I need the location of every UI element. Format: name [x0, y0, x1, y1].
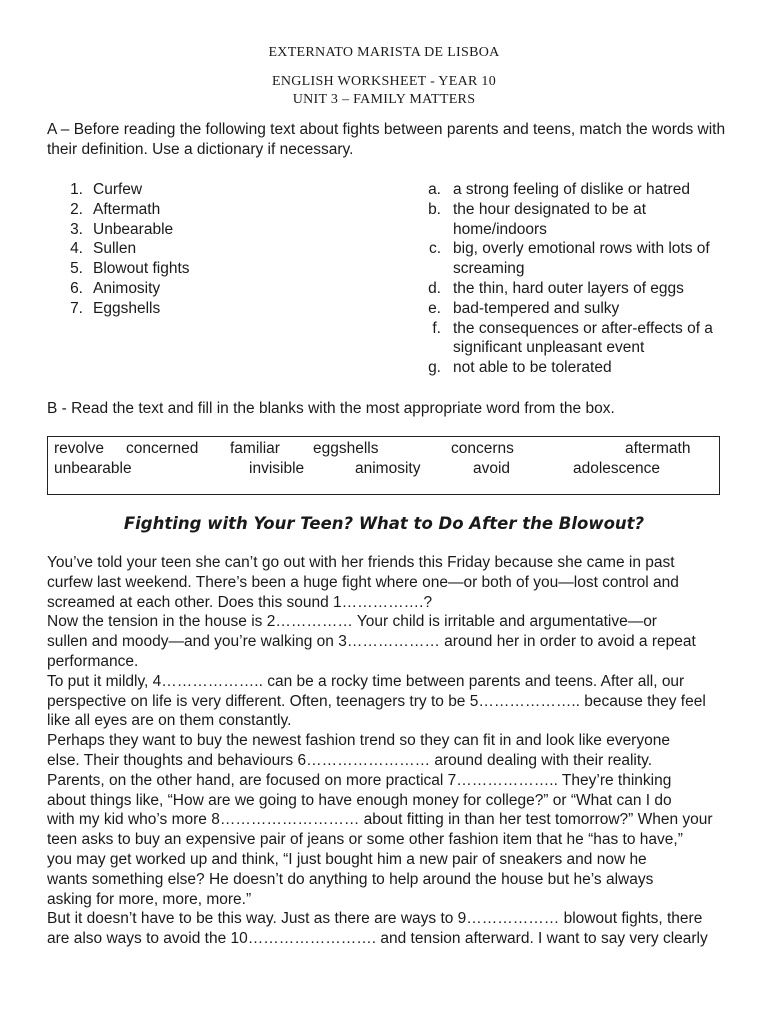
- article-line: with my kid who’s more 8……………………… about fitting in than her test tomorrow?” When your: [47, 811, 713, 829]
- article-line: curfew last weekend. There’s been a huge fight where one—or both of you—lost control and: [47, 573, 679, 591]
- article-line: perspective on life is very different. Often, teenagers try to be 5……………….. because they feel: [47, 692, 706, 710]
- item-number: 5.: [70, 260, 83, 278]
- item-number: 1.: [70, 181, 83, 198]
- list-item: [47, 299, 347, 319]
- article-title: Fighting with Your Teen? What to Do After the Blowout?: [123, 514, 645, 533]
- article-line: like all eyes are on them constantly.: [47, 712, 292, 730]
- article-line: sullen and moody—and you’re walking on 3……………… around her in order to avoid a repeat: [47, 633, 696, 651]
- word-box-item: animosity: [355, 460, 421, 477]
- article-line: Perhaps they want to buy the newest fashion trend so they can fit in and look like everyone: [47, 732, 670, 750]
- list-item: [419, 200, 719, 240]
- word-box-item: unbearable: [54, 460, 132, 477]
- item-letter: c.: [428, 240, 441, 258]
- article-line: screamed at each other. Does this sound 1…………….?: [47, 593, 433, 611]
- word-box-item: concerned: [126, 440, 199, 457]
- item-letter: g.: [428, 359, 441, 377]
- section-b-instruction: B - Read the text and fill in the blanks with the most appropriate word from the box.: [47, 400, 615, 417]
- article-line: teen asks to buy an expensive pair of jeans or some other fashion item that he “has to have,”: [47, 831, 683, 849]
- item-definition: the hour designated to be at home/indoors: [453, 200, 647, 238]
- list-item: [419, 279, 719, 299]
- article-line: asking for more, more, more.”: [47, 890, 252, 908]
- item-letter: d.: [428, 279, 441, 297]
- list-item: [47, 180, 347, 200]
- school-name: EXTERNATO MARISTA DE LISBOA: [268, 45, 500, 60]
- word-box-item: familiar: [230, 440, 280, 457]
- article-line: about things like, “How are we going to have enough money for college?” or “What can I do: [47, 791, 672, 809]
- list-item: [419, 299, 719, 319]
- list-item: [47, 279, 347, 299]
- item-definition: the consequences or after-effects of a significant unpleasant event: [453, 319, 713, 357]
- article-body: [47, 553, 727, 949]
- word-list: [47, 180, 347, 319]
- definition-list: [419, 180, 719, 378]
- article-line: performance.: [47, 652, 139, 670]
- item-definition: not able to be tolerated: [453, 359, 612, 377]
- item-letter: e.: [428, 299, 441, 317]
- item-number: 7.: [70, 299, 83, 317]
- item-word: Eggshells: [93, 299, 161, 317]
- list-item: [47, 200, 347, 220]
- item-word: Sullen: [93, 240, 137, 258]
- list-item: [419, 180, 719, 200]
- article-line: But it doesn’t have to be this way. Just as there are ways to 9……………… blowout fights, there: [47, 910, 703, 928]
- worksheet-title: ENGLISH WORKSHEET - YEAR 10: [271, 74, 497, 89]
- item-number: 6.: [70, 279, 83, 297]
- item-number: 4.: [70, 240, 83, 258]
- item-definition: the thin, hard outer layers of eggs: [453, 279, 684, 297]
- list-item: [419, 358, 719, 378]
- word-box-item: revolve: [54, 440, 104, 457]
- item-word: Animosity: [93, 279, 161, 297]
- article-line: wants something else? He doesn’t do anything to help around the house but he’s always: [47, 870, 654, 888]
- item-word: Blowout fights: [93, 260, 190, 278]
- item-word: Unbearable: [93, 220, 174, 238]
- word-box-item: avoid: [473, 460, 511, 477]
- list-item: [47, 259, 347, 279]
- list-item: [419, 239, 719, 279]
- word-box-item: eggshells: [313, 440, 379, 457]
- item-number: 3.: [70, 220, 83, 238]
- item-letter: a.: [428, 181, 441, 198]
- article-line: you may get worked up and think, “I just bought him a new pair of sneakers and now he: [47, 850, 647, 868]
- word-box-item: adolescence: [573, 460, 661, 477]
- item-number: 2.: [70, 200, 83, 218]
- article-line: To put it mildly, 4……………….. can be a rocky time between parents and teens. After all, our: [47, 672, 685, 690]
- list-item: [47, 220, 347, 240]
- word-box-item: concerns: [451, 440, 514, 457]
- item-letter: b.: [428, 200, 441, 218]
- list-item: [419, 319, 719, 359]
- article-line: are also ways to avoid the 10……………………. and tension afterward. I want to say very clearly: [47, 930, 708, 948]
- article-line: else. Their thoughts and behaviours 6…………………… around dealing with their reality.: [47, 751, 653, 769]
- article-line: Now the tension in the house is 2…………… Your child is irritable and argumentative—or: [47, 613, 657, 631]
- item-definition: big, overly emotional rows with lots of screaming: [453, 240, 710, 278]
- list-item: [47, 239, 347, 259]
- unit-title: UNIT 3 – FAMILY MATTERS: [292, 92, 476, 107]
- item-word: Aftermath: [93, 200, 161, 218]
- item-word: Curfew: [93, 181, 143, 198]
- article-line: You’ve told your teen she can’t go out with her friends this Friday because she came in past: [47, 554, 675, 571]
- article-line: Parents, on the other hand, are focused on more practical 7……………….. They’re thinking: [47, 771, 672, 789]
- word-box: [47, 436, 720, 495]
- word-box-item: aftermath: [625, 440, 691, 457]
- word-box-item: invisible: [249, 460, 305, 477]
- item-letter: f.: [432, 319, 441, 337]
- item-definition: a strong feeling of dislike or hatred: [453, 181, 690, 198]
- section-a-instruction: A – Before reading the following text about fights between parents and teens, match the words with their definition. Use a dictionary if necessary.: [47, 121, 726, 158]
- item-definition: bad-tempered and sulky: [453, 299, 620, 317]
